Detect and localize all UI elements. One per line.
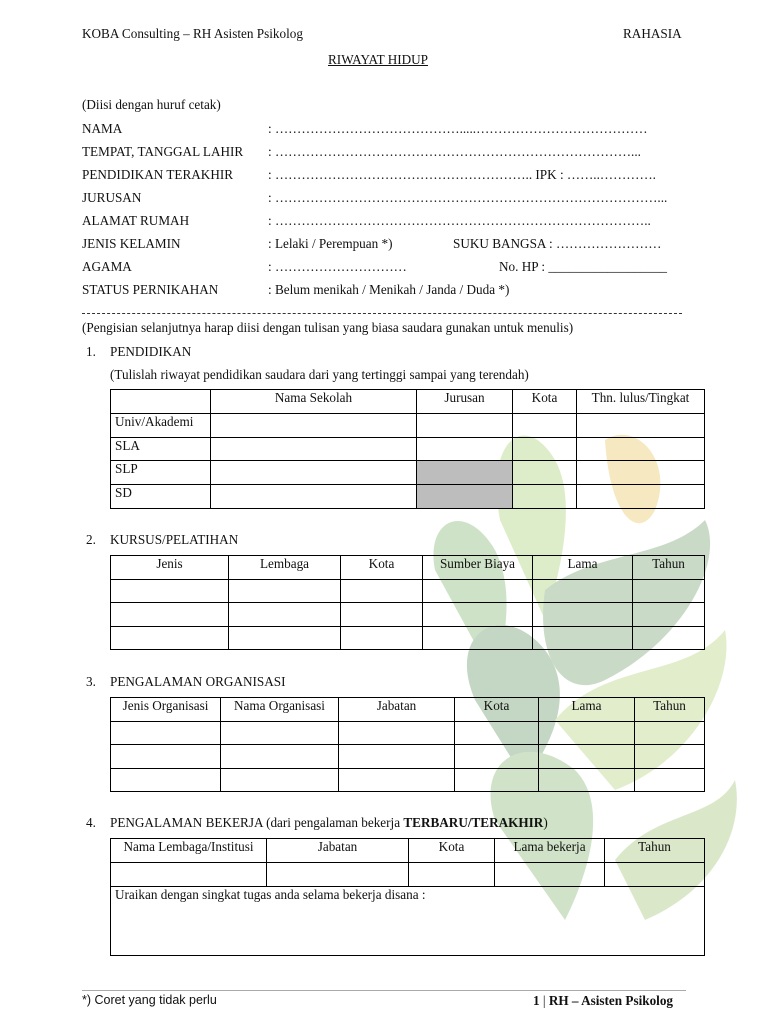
table-row bbox=[111, 627, 705, 650]
field-label-agama: AGAMA bbox=[82, 259, 132, 274]
table-cell[interactable] bbox=[423, 627, 533, 650]
table-row bbox=[111, 769, 705, 792]
table-cell[interactable] bbox=[455, 722, 539, 745]
table-cell[interactable] bbox=[111, 769, 221, 792]
table-cell[interactable] bbox=[211, 461, 417, 485]
field-value-status[interactable]: : Belum menikah / Menikah / Janda / Duda *) bbox=[268, 282, 510, 297]
org-header-lama: Lama bbox=[539, 698, 635, 722]
work-header-kota: Kota bbox=[409, 839, 495, 863]
table-cell[interactable] bbox=[577, 485, 705, 509]
education-row-label: SLP bbox=[111, 461, 211, 485]
table-cell[interactable] bbox=[605, 863, 705, 887]
table-cell[interactable] bbox=[513, 414, 577, 438]
training-header-lama: Lama bbox=[533, 556, 633, 580]
organization-table bbox=[110, 697, 705, 792]
table-cell[interactable] bbox=[633, 603, 705, 627]
table-cell[interactable] bbox=[211, 414, 417, 438]
footer-page-info bbox=[533, 993, 673, 1009]
table-cell[interactable] bbox=[533, 627, 633, 650]
field-value-jurusan[interactable]: : ……………………………………………………………………………... bbox=[268, 190, 668, 205]
section-4-note: (dari pengalaman bekerja bbox=[266, 815, 401, 830]
section-4-number: 4. bbox=[86, 815, 96, 830]
field-label-nama: NAMA bbox=[82, 121, 123, 136]
table-cell[interactable] bbox=[539, 769, 635, 792]
field-label-jenis-kelamin: JENIS KELAMIN bbox=[82, 236, 181, 251]
section-4-close-paren: ) bbox=[543, 815, 548, 830]
training-header-kota: Kota bbox=[341, 556, 423, 580]
section-4-title-line bbox=[110, 815, 548, 831]
work-header-tahun: Tahun bbox=[605, 839, 705, 863]
table-cell[interactable] bbox=[111, 745, 221, 769]
page-number: 1 bbox=[533, 993, 540, 1008]
field-label-ttl: TEMPAT, TANGGAL LAHIR bbox=[82, 144, 244, 159]
table-row bbox=[111, 414, 705, 438]
org-header-jabatan: Jabatan bbox=[339, 698, 455, 722]
education-row-label: SLA bbox=[111, 438, 211, 461]
table-row bbox=[111, 603, 705, 627]
field-value-pendidikan[interactable]: : ………………………………………………….. IPK : ……..…………. bbox=[268, 167, 656, 182]
table-cell[interactable] bbox=[409, 863, 495, 887]
shaded-cell bbox=[417, 485, 513, 509]
work-header-lembaga: Nama Lembaga/Institusi bbox=[111, 839, 267, 863]
table-cell[interactable] bbox=[229, 627, 341, 650]
table-row bbox=[111, 461, 705, 485]
table-cell[interactable] bbox=[229, 580, 341, 603]
table-row bbox=[111, 722, 705, 745]
table-cell[interactable] bbox=[111, 863, 267, 887]
work-description-cell[interactable] bbox=[111, 887, 705, 956]
work-description-label: Uraikan dengan singkat tugas anda selama bekerja disana : bbox=[115, 887, 426, 902]
page-title: RIWAYAT HIDUP bbox=[328, 52, 429, 67]
table-cell[interactable] bbox=[423, 603, 533, 627]
field-value-jenis-kelamin[interactable]: : Lelaki / Perempuan *) bbox=[268, 236, 393, 251]
table-cell[interactable] bbox=[229, 603, 341, 627]
section-4-emphasis: TERBARU/TERAKHIR bbox=[403, 815, 544, 830]
field-label-status: STATUS PERNIKAHAN bbox=[82, 282, 219, 297]
table-row bbox=[111, 580, 705, 603]
section-4-title: PENGALAMAN BEKERJA bbox=[110, 815, 263, 830]
training-header-tahun: Tahun bbox=[633, 556, 705, 580]
training-header-sumber-biaya: Sumber Biaya bbox=[423, 556, 533, 580]
field-value-nama[interactable]: : …………………………………….....………………………………… bbox=[268, 121, 648, 136]
table-cell[interactable] bbox=[267, 863, 409, 887]
table-cell[interactable] bbox=[513, 461, 577, 485]
table-cell[interactable] bbox=[513, 485, 577, 509]
table-cell[interactable] bbox=[111, 603, 229, 627]
footer-separator: | bbox=[542, 993, 546, 1008]
table-cell[interactable] bbox=[221, 769, 339, 792]
header-organization: KOBA Consulting – RH Asisten Psikolog bbox=[82, 26, 303, 41]
table-row bbox=[111, 863, 705, 887]
training-header-jenis: Jenis bbox=[111, 556, 229, 580]
table-cell[interactable] bbox=[455, 745, 539, 769]
training-header-lembaga: Lembaga bbox=[229, 556, 341, 580]
section-1-title: PENDIDIKAN bbox=[110, 344, 192, 359]
work-table bbox=[110, 838, 705, 956]
org-header-jenis: Jenis Organisasi bbox=[111, 698, 221, 722]
field-value-agama[interactable]: : ………………………… bbox=[268, 259, 407, 274]
table-cell[interactable] bbox=[341, 603, 423, 627]
table-cell[interactable] bbox=[635, 769, 705, 792]
table-cell[interactable] bbox=[633, 627, 705, 650]
table-cell[interactable] bbox=[635, 745, 705, 769]
table-cell[interactable] bbox=[417, 414, 513, 438]
education-header-blank bbox=[111, 390, 211, 414]
table-cell[interactable] bbox=[533, 603, 633, 627]
education-header-nama-sekolah: Nama Sekolah bbox=[211, 390, 417, 414]
education-header-kota: Kota bbox=[513, 390, 577, 414]
field-label-jurusan: JURUSAN bbox=[82, 190, 142, 205]
table-cell[interactable] bbox=[513, 438, 577, 461]
table-cell[interactable] bbox=[495, 863, 605, 887]
work-header-lama: Lama bekerja bbox=[495, 839, 605, 863]
table-cell[interactable] bbox=[635, 722, 705, 745]
education-header-jurusan: Jurusan bbox=[417, 390, 513, 414]
section-2-title: KURSUS/PELATIHAN bbox=[110, 532, 239, 547]
table-cell[interactable] bbox=[577, 438, 705, 461]
section-3-number: 3. bbox=[86, 674, 96, 689]
table-row bbox=[111, 745, 705, 769]
table-cell[interactable] bbox=[221, 745, 339, 769]
table-cell[interactable] bbox=[341, 627, 423, 650]
section-2-number: 2. bbox=[86, 532, 96, 547]
org-header-nama: Nama Organisasi bbox=[221, 698, 339, 722]
table-cell[interactable] bbox=[211, 438, 417, 461]
footer-title: RH – Asisten Psikolog bbox=[548, 993, 674, 1008]
instruction-note-handwriting: (Pengisian selanjutnya harap diisi dengan tulisan yang biasa saudara gunakan untuk menulis) bbox=[82, 320, 574, 335]
dashed-divider bbox=[82, 313, 682, 314]
work-header-jabatan: Jabatan bbox=[267, 839, 409, 863]
table-cell[interactable] bbox=[423, 580, 533, 603]
table-cell[interactable] bbox=[211, 485, 417, 509]
table-cell[interactable] bbox=[539, 745, 635, 769]
field-value-alamat[interactable]: : ………………………………………………………………………….. bbox=[268, 213, 651, 228]
table-cell[interactable] bbox=[111, 580, 229, 603]
org-header-kota: Kota bbox=[455, 698, 539, 722]
org-header-tahun: Tahun bbox=[635, 698, 705, 722]
field-suku-bangsa[interactable]: SUKU BANGSA : …………………… bbox=[453, 236, 662, 251]
footer-note: *) Coret yang tidak perlu bbox=[82, 993, 217, 1007]
header-classification: RAHASIA bbox=[623, 26, 682, 41]
shaded-cell bbox=[417, 461, 513, 485]
education-row-label: SD bbox=[111, 485, 211, 509]
table-cell[interactable] bbox=[455, 769, 539, 792]
table-row bbox=[111, 887, 705, 956]
field-label-pendidikan: PENDIDIKAN TERAKHIR bbox=[82, 167, 234, 182]
table-cell[interactable] bbox=[577, 461, 705, 485]
table-cell[interactable] bbox=[417, 438, 513, 461]
table-cell[interactable] bbox=[339, 722, 455, 745]
table-cell[interactable] bbox=[111, 627, 229, 650]
education-table bbox=[110, 389, 705, 509]
education-row-label: Univ/Akademi bbox=[111, 414, 211, 438]
training-table bbox=[110, 555, 705, 650]
table-cell[interactable] bbox=[111, 722, 221, 745]
table-row bbox=[111, 485, 705, 509]
table-cell[interactable] bbox=[221, 722, 339, 745]
field-label-alamat: ALAMAT RUMAH bbox=[82, 213, 190, 228]
table-cell[interactable] bbox=[577, 414, 705, 438]
footer-divider bbox=[82, 990, 686, 991]
table-cell[interactable] bbox=[633, 580, 705, 603]
table-cell[interactable] bbox=[341, 580, 423, 603]
table-cell[interactable] bbox=[539, 722, 635, 745]
table-cell[interactable] bbox=[339, 745, 455, 769]
table-cell[interactable] bbox=[339, 769, 455, 792]
section-1-number: 1. bbox=[86, 344, 96, 359]
section-1-note: (Tulislah riwayat pendidikan saudara dari yang tertinggi sampai yang terendah) bbox=[110, 367, 529, 382]
field-value-ttl[interactable]: : ………………………………………………………………………... bbox=[268, 144, 641, 159]
education-header-tahun: Thn. lulus/Tingkat bbox=[577, 390, 705, 414]
instruction-note: (Diisi dengan huruf cetak) bbox=[82, 97, 221, 112]
field-no-hp[interactable]: No. HP : __________________ bbox=[499, 259, 668, 274]
table-cell[interactable] bbox=[533, 580, 633, 603]
table-row bbox=[111, 438, 705, 461]
section-3-title: PENGALAMAN ORGANISASI bbox=[110, 674, 286, 689]
